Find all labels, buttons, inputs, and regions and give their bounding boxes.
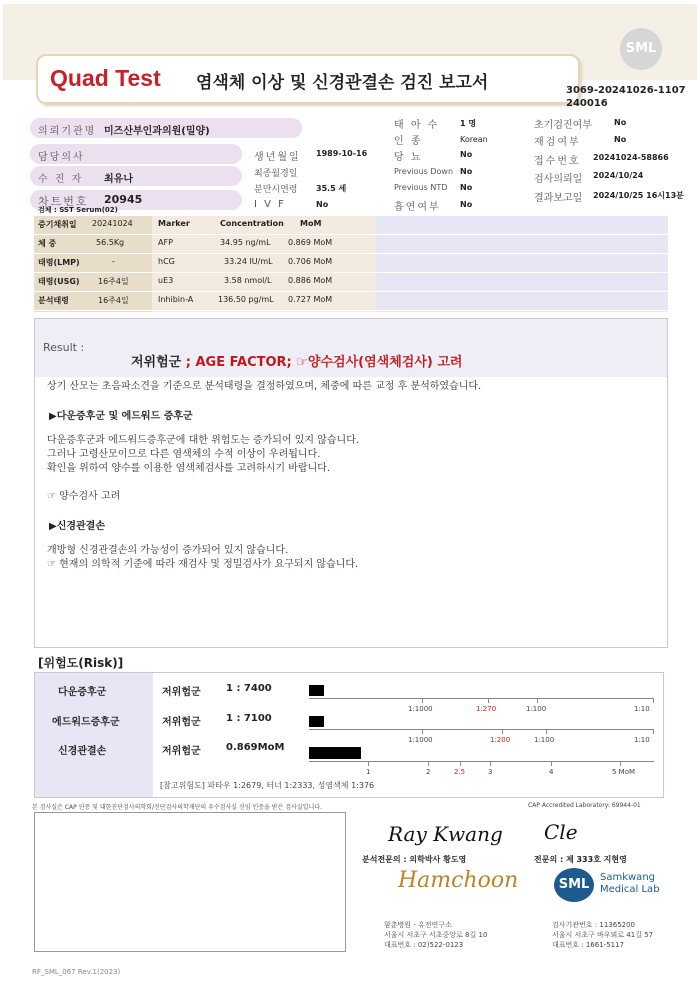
risk-down-value: 1 : 7400: [226, 683, 272, 694]
result-summary: 저위험군 ; AGE FACTOR; ☞양수검사(염색체검사) 고려: [131, 355, 463, 370]
first-test-value: No: [614, 118, 627, 127]
document-code: RF_SML_067 Rev.1(2023): [32, 968, 121, 976]
sml-logo: SML: [620, 28, 662, 70]
tick-label: 3: [488, 768, 493, 776]
signature-1: Ray Kwang: [388, 822, 503, 846]
fetus-label: 태 아 수: [394, 120, 440, 131]
result-section: [34, 318, 668, 648]
risk-edwards-value: 1 : 7100: [226, 713, 272, 724]
result-line: 확인을 위하여 양수를 이용한 염색체검사를 고려하시기 바랍니다.: [47, 463, 331, 474]
signature-2-caption: 전문의 : 제 333호 지현영: [534, 855, 627, 864]
result-line: 다운증후군과 에드워드증후군에 대한 위험도는 증가되어 있지 않습니다.: [47, 435, 360, 446]
prev-ntd-label: Previous NTD: [394, 183, 448, 192]
table-row: 체 중 56.5Kg AFP 34.95 ng/mL 0.869 MoM: [34, 235, 668, 254]
signature-1-caption: 분석전문의 : 의학박사 황도영: [362, 855, 467, 864]
ivf-value: No: [316, 200, 329, 209]
tick-label: 1:10: [634, 736, 650, 744]
age-value: 35.5 세: [316, 184, 347, 193]
tick-label: 1:270: [476, 705, 497, 713]
chart-value: 20945: [104, 193, 143, 206]
tick-label: 1:100: [526, 705, 547, 713]
result-line: ☞ 양수검사 고려: [47, 491, 121, 502]
result-header: [35, 319, 667, 377]
samkwang-name: Samkwang Medical Lab: [600, 872, 660, 895]
risk-ntd-name: 신경관결손: [58, 746, 107, 757]
section-title-ntd: ▶신경관결손: [49, 521, 105, 532]
reference-risk: [참고위험도] 파타우 1:2679, 터너 1:2333, 성염색체 1:376: [160, 781, 375, 790]
fetus-value: 1 명: [460, 119, 477, 128]
risk-scale-line: [309, 698, 654, 699]
table-row: 태령(LMP) - hCG 33.24 IU/mL 0.706 MoM: [34, 254, 668, 273]
examinee-value: 최유나: [104, 174, 133, 185]
examinee-label: 수 진 자: [38, 174, 84, 185]
table-row: 증기채취일 20241024 Marker Concentration MoM: [34, 216, 668, 235]
address-samkwang: 검사기관번호 : 11365200 서울시 서초구 바우뫼로 41길 57 대표번호 : 1661-5117: [552, 921, 654, 949]
risk-title: [위험도(Risk)]: [38, 656, 124, 670]
specimen: 검체 : SST Serum(02): [38, 206, 118, 214]
ivf-label: I V F: [254, 199, 286, 210]
result-line: 개방형 신경관결손의 가능성이 증가되어 있지 않습니다.: [47, 545, 289, 556]
title-box: [36, 54, 580, 104]
tick-label: 2: [426, 768, 431, 776]
first-test-label: 초기검진여부: [534, 120, 592, 131]
test-date-value: 2024/10/24: [593, 171, 644, 180]
table-row: 분석태령 16주4일 Inhibin-A 136.50 pg/mL 0.727 MoM: [34, 292, 668, 311]
risk-scale-line: [309, 729, 654, 730]
birth-label: 생년월일: [254, 152, 301, 163]
dm-label: 당 뇨: [394, 152, 423, 163]
receipt-value: 20241024-58866: [593, 153, 669, 162]
lmp-date-label: 최종월경일: [254, 169, 298, 179]
table-row: 태령(USG) 16주4일 uE3 3.58 nmol/L 0.886 MoM: [34, 273, 668, 292]
result-label: Result :: [43, 341, 85, 354]
address-hamchoon: 함춘병원 - 유전연구소 서울시 서초구 서초중앙로 8길 10 대표번호 : 02)522-0123: [384, 921, 488, 949]
birth-value: 1989-10-16: [316, 149, 368, 158]
race-label: 인 종: [394, 136, 423, 147]
smoke-label: 흡연여부: [394, 202, 441, 213]
risk-bar-edwards: [309, 716, 324, 727]
tick-label: 1:1000: [408, 736, 433, 744]
hospital-value: 미즈산부인과의원(밀양): [104, 126, 210, 137]
hamchoon-logo: Hamchoon: [398, 868, 519, 893]
risk-scale-line: [309, 761, 654, 762]
section-title-down: ▶다운증후군 및 에드워드 증후군: [49, 411, 193, 422]
tick-label: 1: [366, 768, 371, 776]
prev-ntd-value: No: [460, 183, 473, 192]
prev-down-value: No: [460, 167, 473, 176]
report-number: 3069-20241026-1107 240016: [566, 85, 686, 109]
risk-down-name: 다운증후군: [58, 687, 107, 698]
tick-label: 1:100: [534, 736, 555, 744]
receipt-label: 접수번호: [534, 156, 581, 167]
tick-label: 2.5: [454, 768, 466, 776]
risk-bar-down: [309, 685, 324, 696]
tick-label: 4: [549, 768, 554, 776]
chart-label: 차트번호: [38, 195, 89, 208]
cap-note: CAP Accredited Laboratory: 69944-01: [528, 802, 641, 809]
signature-2: Cle: [544, 820, 578, 844]
accreditation-note: 본 검사실은 CAP 인증 및 대한진단검사의학회/진단검사의학재단의 우수검사실 신임 인증을 받은 검사실입니다.: [32, 804, 322, 811]
dm-value: No: [460, 150, 473, 159]
report-date-value: 2024/10/25 16시13분: [593, 191, 684, 200]
smoke-value: No: [460, 200, 473, 209]
tick-label: 1:10: [634, 705, 650, 713]
report-title-en: Quad Test: [50, 65, 161, 91]
retest-value: No: [614, 135, 627, 144]
tick-label: 5 MoM: [612, 768, 636, 776]
risk-down-group: 저위험군: [162, 687, 201, 698]
tick-label: 1:1000: [408, 705, 433, 713]
risk-ntd-value: 0.869MoM: [226, 742, 285, 753]
risk-ntd-group: 저위험군: [162, 746, 201, 757]
result-line: ☞ 현재의 의학적 기준에 따라 재검사 및 정밀검사가 요구되지 않습니다.: [47, 559, 359, 570]
tick-label: 1:200: [490, 736, 511, 744]
doctor-label: 담당의사: [38, 152, 85, 163]
risk-edwards-name: 에드워드증후군: [52, 717, 120, 728]
risk-edwards-group: 저위험군: [162, 717, 201, 728]
age-label: 분만시연령: [254, 185, 298, 195]
result-line: 그러나 고령산모이므로 다른 염색체의 수적 이상이 우려됩니다.: [47, 449, 321, 460]
measures-table: [34, 216, 668, 312]
race-value: Korean: [460, 135, 488, 144]
result-line: 상기 산모는 초음파소견을 기준으로 분석태령을 결정하였으며, 체중에 따른 교정 후 분석하였습니다.: [47, 381, 482, 392]
prev-down-label: Previous Down: [394, 167, 454, 176]
test-date-label: 검사의뢰일: [534, 174, 583, 185]
notes-box: [34, 812, 346, 952]
risk-bar-ntd: [309, 747, 361, 759]
report-title-kr: 염색체 이상 및 신경관결손 검진 보고서: [196, 73, 489, 93]
hospital-label: 의뢰기관명: [38, 126, 97, 137]
report-date-label: 결과보고일: [534, 193, 583, 204]
samkwang-logo: SML: [554, 868, 594, 902]
retest-label: 재검여부: [534, 137, 581, 148]
